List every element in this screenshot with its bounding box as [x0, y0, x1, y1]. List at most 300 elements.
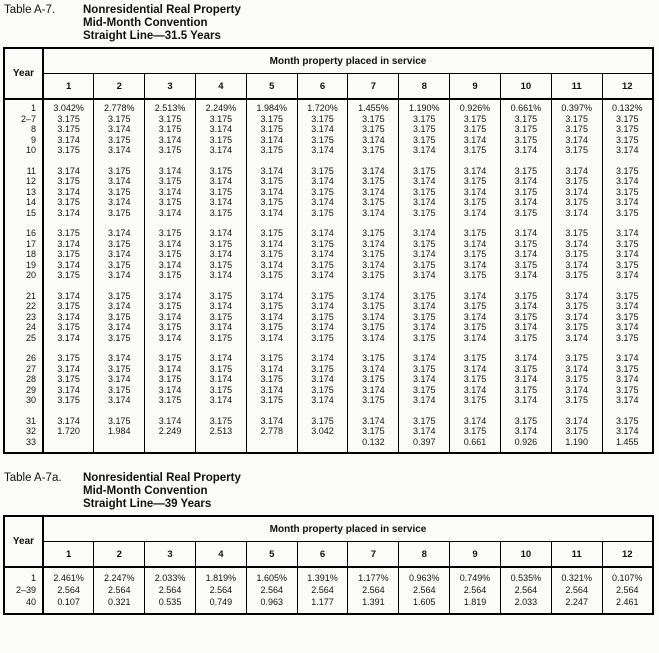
rate-cell: 3.174 [246, 333, 297, 344]
year-cell: 11 [4, 156, 43, 177]
rate-cell: 3.174 [602, 197, 653, 208]
month-column-header: 6 [297, 74, 348, 100]
rate-cell: 3.175 [94, 208, 145, 219]
rate-cell: 3.174 [246, 364, 297, 375]
rate-cell: 3.175 [94, 364, 145, 375]
rate-cell: 3.174 [195, 124, 246, 135]
rate-cell: 3.174 [145, 333, 196, 344]
rate-cell: 3.175 [500, 156, 551, 177]
rate-cell: 3.175 [195, 333, 246, 344]
rate-cell: 3.175 [43, 197, 94, 208]
rate-cell: 3.174 [297, 395, 348, 406]
rate-cell: 3.174 [145, 208, 196, 219]
rate-cell: 3.174 [195, 218, 246, 239]
rate-cell [246, 437, 297, 454]
month-column-header: 9 [450, 542, 501, 568]
rate-cell: 3.175 [195, 312, 246, 323]
rate-cell: 1.190% [399, 99, 450, 114]
rate-cell: 3.175 [195, 281, 246, 302]
rate-cell: 3.174 [348, 208, 399, 219]
rate-cell: 3.175 [348, 145, 399, 156]
rate-cell: 3.175 [195, 385, 246, 396]
rate-cell: 3.174 [602, 249, 653, 260]
rate-cell: 3.174 [602, 218, 653, 239]
rate-cell: 3.174 [43, 187, 94, 198]
table-row [4, 145, 653, 156]
rate-cell: 3.175 [145, 374, 196, 385]
rate-cell: 1.819 [450, 596, 501, 614]
year-cell: 33 [4, 437, 43, 454]
rate-cell: 3.174 [297, 322, 348, 333]
rate-cell: 3.175 [246, 197, 297, 208]
year-cell: 2–7 [4, 114, 43, 125]
table-a7-title-line-3: Straight Line—31.5 Years [83, 30, 221, 42]
rate-cell: 3.175 [94, 281, 145, 302]
rate-cell: 3.175 [602, 281, 653, 302]
table-row [4, 208, 653, 219]
rate-cell: 3.175 [195, 187, 246, 198]
year-cell: 25 [4, 333, 43, 344]
rate-cell: 3.174 [94, 218, 145, 239]
rate-cell: 3.175 [551, 322, 602, 333]
month-column-header: 2 [94, 74, 145, 100]
month-column-header: 6 [297, 542, 348, 568]
month-column-header: 5 [246, 74, 297, 100]
rate-cell: 3.175 [602, 135, 653, 146]
year-cell: 40 [4, 596, 43, 614]
table-row [4, 114, 653, 125]
rate-cell: 3.174 [602, 176, 653, 187]
rate-cell: 2.564 [145, 584, 196, 596]
month-column-header: 1 [43, 542, 94, 568]
rate-cell: 2.564 [602, 584, 653, 596]
rate-cell: 3.175 [348, 197, 399, 208]
rate-cell: 3.174 [43, 260, 94, 271]
rate-cell: 3.175 [94, 312, 145, 323]
rate-cell: 3.175 [551, 249, 602, 260]
rate-cell: 3.174 [348, 260, 399, 271]
rate-cell: 3.175 [602, 187, 653, 198]
rate-cell: 3.175 [450, 322, 501, 333]
rate-cell: 3.175 [399, 385, 450, 396]
table-row [4, 584, 653, 596]
rate-cell: 3.175 [297, 135, 348, 146]
rate-cell: 3.175 [348, 322, 399, 333]
rate-cell: 3.175 [94, 187, 145, 198]
month-column-header: 2 [94, 542, 145, 568]
rate-cell: 2.513 [195, 426, 246, 437]
table-a7a-title-line-2: Mid-Month Convention [83, 485, 208, 497]
rate-cell: 3.175 [348, 176, 399, 187]
rate-cell: 2.564 [94, 584, 145, 596]
rate-cell: 3.175 [551, 114, 602, 125]
rate-cell: 3.175 [246, 249, 297, 260]
rate-cell: 3.174 [195, 301, 246, 312]
rate-cell: 3.174 [195, 322, 246, 333]
rate-cell: 1.391% [297, 567, 348, 584]
rate-cell: 3.174 [348, 333, 399, 344]
rate-cell: 0.963 [246, 596, 297, 614]
rate-cell: 2.033% [145, 567, 196, 584]
rate-cell: 3.175 [297, 156, 348, 177]
rate-cell: 3.174 [602, 322, 653, 333]
rate-cell: 3.175 [551, 197, 602, 208]
rate-cell: 3.175 [450, 270, 501, 281]
rate-cell: 3.175 [500, 364, 551, 375]
table-row [4, 260, 653, 271]
rate-cell: 0.397 [399, 437, 450, 454]
rate-cell: 3.175 [348, 124, 399, 135]
rate-cell: 3.174 [551, 406, 602, 427]
rate-cell: 1.455 [602, 437, 653, 454]
rate-cell: 3.175 [500, 333, 551, 344]
rate-cell: 3.175 [551, 124, 602, 135]
month-column-header: 4 [195, 542, 246, 568]
rate-cell: 3.175 [43, 124, 94, 135]
rate-cell: 3.174 [450, 333, 501, 344]
rate-cell: 3.174 [348, 281, 399, 302]
rate-cell: 3.175 [348, 249, 399, 260]
year-cell: 31 [4, 406, 43, 427]
year-cell: 9 [4, 135, 43, 146]
rate-cell: 3.174 [602, 395, 653, 406]
rate-cell: 2.564 [450, 584, 501, 596]
table-row [4, 156, 653, 177]
rate-cell: 1.984% [246, 99, 297, 114]
table-a7-section [3, 4, 656, 454]
month-column-header: 8 [399, 74, 450, 100]
rate-cell: 3.175 [195, 406, 246, 427]
rate-cell: 3.174 [399, 145, 450, 156]
rate-cell: 3.175 [43, 343, 94, 364]
month-column-header: 7 [348, 74, 399, 100]
rate-cell: 3.174 [94, 301, 145, 312]
rate-cell: 3.174 [246, 385, 297, 396]
rate-cell: 3.174 [450, 364, 501, 375]
rate-cell: 3.174 [348, 135, 399, 146]
rate-cell: 1.177 [297, 596, 348, 614]
rate-cell: 3.175 [399, 187, 450, 198]
rate-cell: 3.174 [348, 156, 399, 177]
rate-cell: 3.174 [500, 395, 551, 406]
rate-cell: 3.174 [195, 343, 246, 364]
rate-cell: 2.778% [94, 99, 145, 114]
rate-cell: 2.249 [145, 426, 196, 437]
month-group-header: Month property placed in service [43, 516, 653, 542]
rate-cell: 3.175 [297, 385, 348, 396]
rate-cell: 3.175 [602, 208, 653, 219]
rate-cell: 3.175 [195, 260, 246, 271]
table-row [4, 187, 653, 198]
rate-cell: 3.175 [450, 395, 501, 406]
rate-cell: 3.174 [602, 301, 653, 312]
rate-cell: 3.174 [348, 239, 399, 250]
rate-cell: 3.175 [297, 208, 348, 219]
rate-cell: 3.174 [500, 270, 551, 281]
month-columns-row [4, 74, 653, 100]
rate-cell: 3.174 [297, 249, 348, 260]
rate-cell: 3.174 [145, 187, 196, 198]
rate-cell: 3.174 [348, 312, 399, 323]
rate-cell: 3.175 [450, 114, 501, 125]
rate-cell: 3.175 [450, 218, 501, 239]
rate-cell: 3.175 [297, 312, 348, 323]
rate-cell: 3.174 [297, 197, 348, 208]
rate-cell: 3.175 [94, 260, 145, 271]
rate-cell: 3.174 [94, 124, 145, 135]
rate-cell: 3.174 [94, 374, 145, 385]
rate-cell: 2.564 [551, 584, 602, 596]
rate-cell: 3.174 [551, 260, 602, 271]
year-cell: 23 [4, 312, 43, 323]
rate-cell: 3.175 [246, 176, 297, 187]
rate-cell: 3.174 [94, 395, 145, 406]
table-row [4, 99, 653, 114]
rate-cell: 0.132% [602, 99, 653, 114]
rate-cell: 3.175 [195, 239, 246, 250]
rate-cell: 3.174 [145, 385, 196, 396]
rate-cell: 3.175 [500, 124, 551, 135]
rate-cell: 3.174 [399, 218, 450, 239]
rate-cell: 3.175 [399, 364, 450, 375]
table-row [4, 218, 653, 239]
rate-cell: 3.174 [399, 426, 450, 437]
rate-cell: 3.175 [399, 208, 450, 219]
rate-cell: 0.661 [450, 437, 501, 454]
rate-cell: 3.175 [297, 260, 348, 271]
rate-cell: 3.175 [450, 301, 501, 312]
year-cell: 22 [4, 301, 43, 312]
rate-cell: 3.175 [551, 374, 602, 385]
rate-cell: 3.174 [500, 249, 551, 260]
rate-cell: 3.175 [399, 406, 450, 427]
rate-cell: 3.175 [551, 301, 602, 312]
rate-cell: 3.175 [399, 239, 450, 250]
rate-cell: 3.175 [94, 385, 145, 396]
month-column-header: 10 [500, 542, 551, 568]
rate-cell: 3.174 [399, 301, 450, 312]
rate-cell: 3.175 [551, 343, 602, 364]
rate-cell: 3.175 [551, 145, 602, 156]
table-a7a-label: Table A-7a. [4, 472, 62, 484]
rate-cell: 2.247 [551, 596, 602, 614]
rate-cell: 3.174 [500, 176, 551, 187]
rate-cell: 3.175 [43, 374, 94, 385]
rate-cell: 0.535% [500, 567, 551, 584]
rate-cell: 3.174 [450, 312, 501, 323]
rate-cell: 3.175 [450, 426, 501, 437]
rate-cell: 3.175 [43, 114, 94, 125]
rate-cell: 3.174 [551, 239, 602, 250]
rate-cell: 3.174 [399, 249, 450, 260]
rate-cell: 3.174 [145, 406, 196, 427]
rate-cell: 3.175 [602, 260, 653, 271]
table-row [4, 322, 653, 333]
rate-cell: 3.175 [43, 301, 94, 312]
rate-cell: 3.174 [94, 270, 145, 281]
rate-cell: 3.175 [145, 124, 196, 135]
rate-cell: 0.926% [450, 99, 501, 114]
rate-cell: 2.564 [399, 584, 450, 596]
table-a7-title-line-1: Nonresidential Real Property [83, 4, 241, 16]
rate-cell: 3.174 [195, 145, 246, 156]
rate-cell: 3.175 [602, 124, 653, 135]
rate-cell: 3.174 [399, 197, 450, 208]
rate-cell: 3.175 [43, 395, 94, 406]
rate-cell: 3.175 [399, 156, 450, 177]
rate-cell: 3.174 [348, 385, 399, 396]
rate-cell [94, 437, 145, 454]
year-cell: 28 [4, 374, 43, 385]
table-row [4, 374, 653, 385]
rate-cell: 2.461 [602, 596, 653, 614]
table-row [4, 395, 653, 406]
rate-cell: 3.175 [348, 218, 399, 239]
rate-cell: 3.175 [246, 374, 297, 385]
rate-cell: 3.175 [348, 343, 399, 364]
table-row [4, 437, 653, 454]
year-cell: 12 [4, 176, 43, 187]
rate-cell: 3.174 [297, 176, 348, 187]
rate-cell: 3.175 [500, 385, 551, 396]
rate-cell: 3.175 [602, 156, 653, 177]
rate-cell: 3.175 [602, 385, 653, 396]
rate-cell: 3.174 [551, 312, 602, 323]
rate-cell: 1.391 [348, 596, 399, 614]
rate-cell: 3.175 [195, 114, 246, 125]
rate-cell: 3.175 [399, 114, 450, 125]
year-cell: 26 [4, 343, 43, 364]
rate-cell: 3.175 [145, 176, 196, 187]
rate-cell: 3.175 [94, 406, 145, 427]
rate-cell: 3.174 [43, 208, 94, 219]
depreciation-table-39-years [3, 515, 654, 615]
rate-cell: 3.174 [450, 208, 501, 219]
rate-cell: 3.174 [43, 364, 94, 375]
table-a7a-section [3, 472, 656, 615]
rate-cell: 1.605 [399, 596, 450, 614]
rate-cell: 0.397% [551, 99, 602, 114]
rate-cell: 3.175 [94, 239, 145, 250]
rate-cell: 3.174 [348, 187, 399, 198]
rate-cell: 3.174 [94, 197, 145, 208]
table-row [4, 596, 653, 614]
table-row [4, 197, 653, 208]
rate-cell: 3.174 [450, 260, 501, 271]
rate-cell: 3.175 [195, 208, 246, 219]
rate-cell: 0.321% [551, 567, 602, 584]
month-column-header: 3 [145, 74, 196, 100]
rate-cell: 3.175 [551, 176, 602, 187]
rate-cell: 3.175 [297, 406, 348, 427]
year-cell: 21 [4, 281, 43, 302]
rate-cell: 3.175 [246, 270, 297, 281]
rate-cell: 3.174 [399, 374, 450, 385]
rate-cell: 3.174 [450, 187, 501, 198]
rate-cell: 3.175 [450, 343, 501, 364]
rate-cell: 0.661% [500, 99, 551, 114]
table-a7a-caption [4, 472, 656, 511]
rate-cell: 3.174 [145, 281, 196, 302]
rate-cell: 0.107% [602, 567, 653, 584]
rate-cell: 3.175 [145, 197, 196, 208]
rate-cell: 3.174 [551, 135, 602, 146]
rate-cell: 3.175 [500, 406, 551, 427]
rate-cell: 3.175 [551, 218, 602, 239]
rate-cell: 3.174 [551, 333, 602, 344]
year-cell: 29 [4, 385, 43, 396]
rate-cell: 3.174 [145, 260, 196, 271]
rate-cell: 3.175 [450, 197, 501, 208]
rate-cell: 3.174 [195, 176, 246, 187]
rate-cell: 0.535 [145, 596, 196, 614]
rate-cell: 3.175 [94, 114, 145, 125]
rate-cell: 2.247% [94, 567, 145, 584]
rate-cell: 2.564 [246, 584, 297, 596]
rate-cell: 3.175 [500, 239, 551, 250]
table-row [4, 385, 653, 396]
table-row [4, 176, 653, 187]
rate-cell: 1.720% [297, 99, 348, 114]
rate-cell: 3.175 [94, 333, 145, 344]
month-column-header: 11 [551, 74, 602, 100]
rate-cell: 3.174 [145, 364, 196, 375]
rate-cell: 2.513% [145, 99, 196, 114]
year-column-header: Year [4, 516, 43, 567]
rate-cell: 3.175 [348, 426, 399, 437]
rate-cell: 3.174 [145, 156, 196, 177]
rate-cell: 3.174 [450, 239, 501, 250]
table-a7a-title [83, 472, 241, 511]
rate-cell: 3.175 [348, 114, 399, 125]
year-cell: 14 [4, 197, 43, 208]
rate-cell: 1.819% [195, 567, 246, 584]
year-cell: 15 [4, 208, 43, 219]
rate-cell: 3.175 [145, 301, 196, 312]
rate-cell: 3.175 [246, 301, 297, 312]
table-row [4, 406, 653, 427]
rate-cell: 2.033 [500, 596, 551, 614]
rate-cell: 3.175 [94, 156, 145, 177]
rate-cell: 3.175 [145, 343, 196, 364]
rate-cell: 3.175 [602, 333, 653, 344]
table-row [4, 281, 653, 302]
rate-cell: 3.174 [246, 312, 297, 323]
rate-cell: 3.174 [500, 197, 551, 208]
rate-cell: 3.175 [145, 145, 196, 156]
rate-cell: 3.174 [43, 239, 94, 250]
rate-cell: 3.175 [43, 176, 94, 187]
rate-cell: 3.174 [246, 187, 297, 198]
rate-cell: 3.174 [500, 145, 551, 156]
rate-cell [145, 437, 196, 454]
rate-cell: 3.175 [297, 187, 348, 198]
rate-cell: 3.174 [145, 135, 196, 146]
rate-cell: 3.174 [195, 374, 246, 385]
rate-cell: 3.175 [602, 312, 653, 323]
rate-cell: 3.174 [297, 218, 348, 239]
rate-cell: 3.174 [43, 406, 94, 427]
rate-cell: 3.175 [246, 322, 297, 333]
rate-cell [43, 437, 94, 454]
month-column-header: 9 [450, 74, 501, 100]
rate-cell: 3.175 [145, 249, 196, 260]
rate-cell: 3.175 [450, 145, 501, 156]
rate-cell: 3.174 [602, 343, 653, 364]
rate-cell: 3.174 [246, 406, 297, 427]
table-a7-caption [4, 4, 656, 43]
rate-cell: 3.175 [246, 114, 297, 125]
